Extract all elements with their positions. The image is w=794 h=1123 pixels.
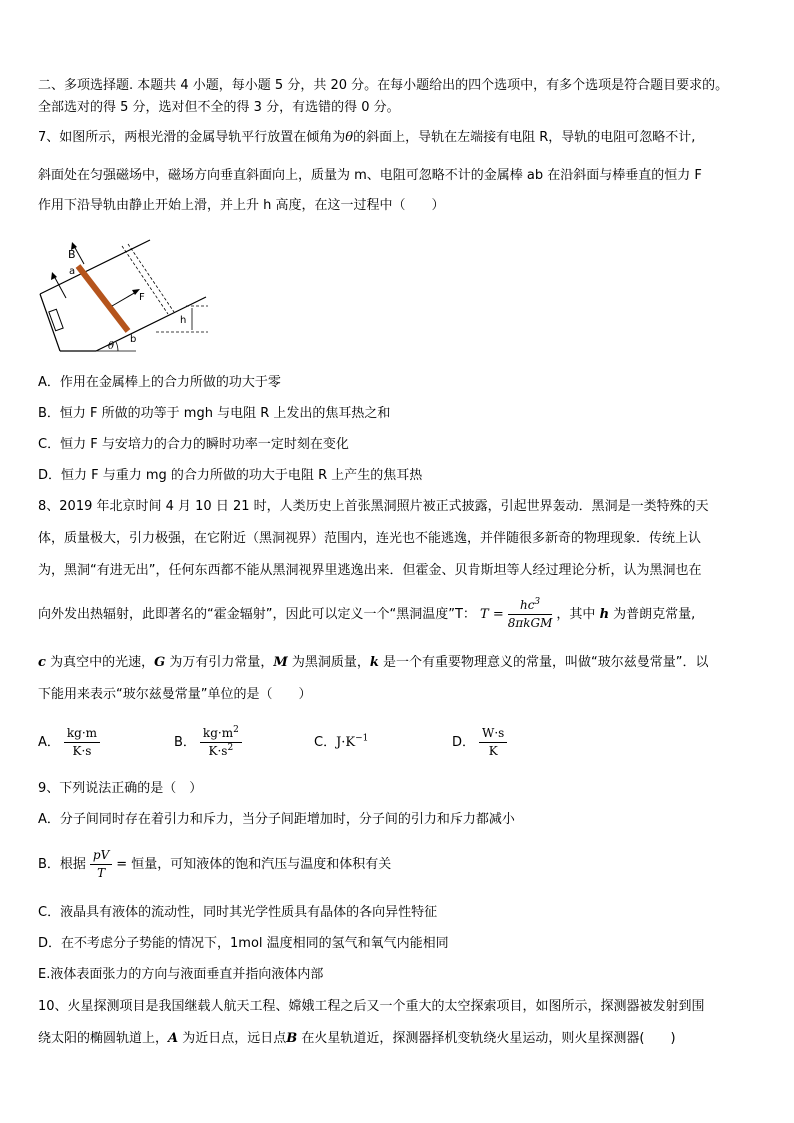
q7-option-a: A．作用在金属棒上的合力所做的功大于零	[38, 375, 281, 390]
q8-var-c: c	[38, 655, 46, 670]
q8-option-a-den: K·s	[72, 744, 92, 758]
q8-option-d-label: D．	[452, 735, 476, 750]
q9-option-b-fraction	[90, 848, 112, 881]
q8-option-a-num: kg·m	[64, 726, 100, 743]
q8-option-b-den-sup: 2	[227, 743, 234, 753]
q9-option-b	[38, 848, 391, 882]
q10-text: 绕太阳的椭圆轨道上，	[38, 1031, 169, 1046]
q8-stem-line2: 体，质量极大，引力极强，在它附近（黑洞视界）范围内，连光也不能逃逸，并伴随很多新奇的物理现象．传统上认	[38, 531, 702, 546]
q8-text: 是一个有重要物理意义的常量，叫做“玻尔兹曼常量”．以	[383, 655, 709, 670]
q10-stem-line2	[38, 1030, 676, 1048]
q8-formula-num: hc	[519, 598, 535, 612]
q8-option-d-fraction	[479, 726, 507, 759]
q8-var-M: M	[273, 655, 288, 670]
q8-formula-T: T =	[480, 607, 504, 622]
label-b: b	[130, 334, 137, 345]
section-heading-line2: 全部选对的得 5 分，选对但不全的得 3 分，有选错的得 0 分。	[38, 100, 400, 115]
q8-option-b-num-sup: 2	[233, 725, 239, 735]
q8-stem-line3: 为，黑洞“有进无出”，任何东西都不能从黑洞视界里逃逸出来．但霍金、贝肯斯坦等人经过理论分析，认为黑洞也在	[38, 563, 702, 578]
q9-option-b-den: T	[97, 866, 106, 880]
q8-option-b-fraction	[200, 726, 242, 759]
q8-var-k: k	[369, 655, 379, 670]
q9-stem: 9、下列说法正确的是（ ）	[38, 781, 203, 796]
q8-text: 为普朗克常量,	[613, 607, 696, 622]
q9-option-c: C．液晶具有液体的流动性，同时其光学性质具有晶体的各向异性特征	[38, 905, 438, 920]
label-F: F	[139, 292, 145, 303]
label-h: h	[180, 315, 187, 326]
q7-incline-figure	[36, 236, 216, 356]
q7-theta: θ	[345, 130, 354, 145]
label-a: a	[69, 266, 76, 277]
q10-text: 为近日点，远日点	[182, 1031, 287, 1046]
q8-formula-den: 8πkGM	[507, 616, 553, 630]
q8-var-G: G	[154, 655, 166, 670]
q8-option-a	[38, 726, 104, 759]
q8-text: 为黑洞质量，	[291, 655, 370, 670]
q10-var-B: B	[286, 1031, 298, 1046]
q8-option-d	[452, 726, 511, 759]
q10-stem-line1: 10、火星探测项目是我国继载人航天工程、嫦娥工程之后又一个重大的太空探索项目，如图所示，探测器被发射到围	[38, 999, 705, 1014]
q8-stem-line6: 下能用来表示“玻尔兹曼常量”单位的是（ ）	[38, 687, 312, 702]
q7-option-d: D．恒力 F 与重力 mg 的合力所做的功大于电阻 R 上产生的焦耳热	[38, 468, 423, 483]
q8-option-c	[314, 734, 368, 752]
q8-option-b-label: B．	[174, 735, 196, 750]
q8-stem-line1: 8、2019 年北京时间 4 月 10 日 21 时，人类历史上首张黑洞照片被正式披露，引起世界轰动．黑洞是一类特殊的天	[38, 499, 709, 514]
q8-text: 为万有引力常量，	[169, 655, 274, 670]
q8-text: ，其中	[556, 607, 596, 622]
q8-option-b-num: kg·m	[202, 726, 234, 740]
q8-option-b	[174, 726, 246, 759]
q8-option-c-sup: −1	[355, 733, 369, 744]
q8-option-c-value: J·K	[336, 735, 356, 750]
q7-stem-line3: 作用下沿导轨由静止开始上滑，并上升 h 高度，在这一过程中（ ）	[38, 198, 445, 213]
q8-text: 为真空中的光速，	[50, 655, 155, 670]
q8-stem-line5	[38, 654, 709, 672]
q8-option-a-label: A．	[38, 735, 60, 750]
q9-option-b-num: pV	[90, 848, 112, 865]
q9-option-b-text: B．根据	[38, 857, 86, 872]
q7-stem-line1	[38, 129, 695, 147]
q10-var-A: A	[168, 1031, 179, 1046]
label-B: B	[68, 248, 76, 261]
q10-text: 在火星轨道近，探测器择机变轨绕火星运动，则火星探测器( )	[301, 1031, 676, 1046]
q7-text: 7、如图所示，两根光滑的金属导轨平行放置在倾角为	[38, 130, 346, 145]
q8-option-a-fraction	[64, 726, 100, 759]
q8-text: 向外发出热辐射，此即著名的“霍金辐射”，因此可以定义一个“黑洞温度”T：	[38, 607, 476, 622]
q7-option-b: B．恒力 F 所做的功等于 mgh 与电阻 R 上发出的焦耳热之和	[38, 406, 391, 421]
q8-formula-fraction	[508, 598, 553, 631]
q9-option-d: D．在不考虑分子势能的情况下，1mol 温度相同的氢气和氧气内能相同	[38, 936, 449, 951]
q8-option-c-label: C．	[314, 735, 337, 750]
q8-var-h: h	[599, 607, 610, 622]
label-theta: θ	[108, 341, 115, 352]
q8-option-d-num: W·s	[479, 726, 507, 743]
q9-option-b-text: = 恒量，可知液体的饱和汽压与温度和体积有关	[116, 857, 392, 872]
q9-option-a: A．分子间同时存在着引力和斥力，当分子间距增加时，分子间的引力和斥力都减小	[38, 812, 515, 827]
q9-option-e: E.液体表面张力的方向与液面垂直并指向液体内部	[38, 967, 324, 982]
section-heading-line1: 二、多项选择题. 本题共 4 小题，每小题 5 分，共 20 分。在每小题给出的四个选项中，有多个选项是符合题目要求的。	[38, 78, 729, 93]
q7-stem-line2: 斜面处在匀强磁场中，磁场方向垂直斜面向上，质量为 m、电阻可忽略不计的金属棒 ab 在沿斜面与棒垂直的恒力 F	[38, 168, 702, 183]
q8-formula-num-sup: 3	[534, 597, 541, 607]
q7-option-c: C．恒力 F 与安培力的合力的瞬时功率一定时刻在变化	[38, 437, 349, 452]
q7-text: 的斜面上，导轨在左端接有电阻 R，导轨的电阻可忽略不计,	[353, 130, 696, 145]
q8-stem-line4	[38, 598, 695, 632]
q8-option-b-den: K·s	[208, 744, 228, 758]
q8-option-d-den: K	[488, 744, 498, 758]
